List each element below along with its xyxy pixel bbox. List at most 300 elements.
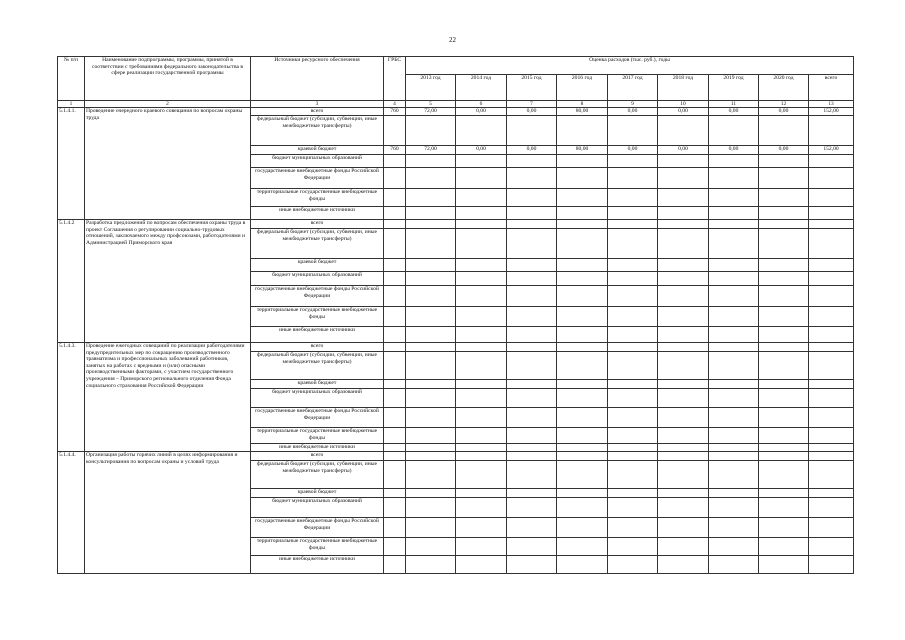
value-total-cell [809,389,854,408]
value-cell [507,489,557,498]
value-cell [406,444,456,452]
header-row [58,57,854,75]
value-cell [456,229,507,259]
column-number: 4 [384,101,406,108]
value-cell [658,380,709,389]
column-number: 9 [608,101,658,108]
value-cell [759,352,809,380]
value-total-cell [809,116,854,146]
value-cell [658,272,709,286]
value-cell [507,155,557,168]
value-cell [406,207,456,220]
value-cell [709,343,759,352]
value-cell: 80,00 [557,146,608,155]
value-cell [658,518,709,538]
activity-code: 5.1.4.2 [58,220,85,343]
value-cell [557,556,608,574]
grbs-cell [384,498,406,518]
value-cell [507,389,557,408]
column-number: 5 [406,101,456,108]
header-year: 2014 год [456,75,507,101]
value-cell [557,259,608,272]
source-federal: федеральный бюджет (субсидии, субвенции, иные межбюджетные трансферты) [251,352,384,380]
value-cell: 0,00 [507,108,557,116]
value-cell [759,538,809,556]
source-other: иные внебюджетные источники [251,444,384,452]
value-cell [507,352,557,380]
value-total-cell [809,380,854,389]
grbs-cell [384,518,406,538]
table-row [58,108,854,116]
value-cell [406,155,456,168]
value-cell [406,272,456,286]
activity-name: Проведение очередного краевого совещания по вопросам охраны труда [85,108,251,220]
value-cell: 80,00 [557,108,608,116]
source-other: иные внебюджетные источники [251,327,384,343]
grbs-cell [384,220,406,229]
activity-code: 5.1.4.1. [58,108,85,220]
value-total-cell [809,229,854,259]
value-cell [507,380,557,389]
value-cell [456,538,507,556]
value-cell [608,272,658,286]
value-cell [658,286,709,307]
value-cell [456,489,507,498]
value-cell [557,538,608,556]
value-cell [658,343,709,352]
value-cell [608,444,658,452]
value-cell [709,408,759,428]
value-cell [759,259,809,272]
value-cell [658,259,709,272]
grbs-cell [384,352,406,380]
value-cell [608,220,658,229]
value-cell [709,538,759,556]
column-number: 6 [456,101,507,108]
activity-code: 5.1.4.4. [58,452,85,574]
source-federal: федеральный бюджет (субсидии, субвенции, иные межбюджетные трансферты) [251,229,384,259]
header-grbs: ГРБС [384,57,406,101]
value-total-cell [809,327,854,343]
value-cell [507,452,557,461]
value-cell [608,556,658,574]
value-cell [406,307,456,327]
source-total: всего [251,452,384,461]
value-cell: 0,00 [759,108,809,116]
value-cell [456,168,507,189]
value-cell [557,286,608,307]
value-cell [608,343,658,352]
grbs-cell [384,556,406,574]
value-cell [557,428,608,444]
grbs-cell [384,327,406,343]
column-number: 1 [58,101,85,108]
value-cell [456,272,507,286]
value-total-cell [809,259,854,272]
header-year: 2013 год [406,75,456,101]
value-cell [406,220,456,229]
value-cell [658,168,709,189]
value-cell [557,272,608,286]
column-number: 3 [251,101,384,108]
value-cell [759,452,809,461]
value-total-cell [809,489,854,498]
value-cell [456,352,507,380]
value-total-cell [809,452,854,461]
grbs-cell [384,168,406,189]
value-cell [709,489,759,498]
grbs-cell [384,116,406,146]
value-cell [759,428,809,444]
grbs-cell [384,389,406,408]
source-territorial-funds: территориальные государственные внебюджетные фонды [251,307,384,327]
value-cell [759,272,809,286]
value-cell [658,189,709,207]
value-cell [557,229,608,259]
value-cell [507,207,557,220]
value-total-cell [809,556,854,574]
value-cell [406,489,456,498]
value-total-cell [809,155,854,168]
table-row [58,452,854,461]
value-cell [557,352,608,380]
grbs-cell [384,272,406,286]
column-number: 8 [557,101,608,108]
value-total-cell [809,518,854,538]
value-cell [507,116,557,146]
value-cell [507,556,557,574]
source-total: всего [251,220,384,229]
value-cell [658,538,709,556]
value-cell [759,207,809,220]
value-cell [759,327,809,343]
value-cell [608,168,658,189]
source-other: иные внебюджетные источники [251,207,384,220]
value-cell [709,327,759,343]
value-cell [759,408,809,428]
value-cell [557,452,608,461]
value-cell [557,461,608,489]
value-cell [557,380,608,389]
grbs-cell [384,444,406,452]
value-cell [456,556,507,574]
value-cell [658,220,709,229]
value-cell [608,189,658,207]
value-cell [406,168,456,189]
value-cell [507,538,557,556]
value-cell [608,116,658,146]
value-cell [608,461,658,489]
source-state-funds: государственные внебюджетные фонды Российской Федерации [251,408,384,428]
header-year: 2018 год [658,75,709,101]
column-number: 12 [759,101,809,108]
value-cell [709,189,759,207]
value-cell: 0,00 [456,146,507,155]
header-no: № п/п [58,57,85,101]
value-cell [456,389,507,408]
source-regional: краевой бюджет [251,489,384,498]
value-cell [507,259,557,272]
value-cell [406,343,456,352]
value-cell [456,307,507,327]
header-estimate: Оценка расходов (тыс. руб.), годы [406,57,854,75]
value-cell [557,168,608,189]
header-source: Источники ресурсного обеспечения [251,57,384,101]
grbs-cell [384,489,406,498]
value-cell [709,556,759,574]
value-cell [709,272,759,286]
column-number: 2 [85,101,251,108]
value-cell [608,498,658,518]
value-cell: 72,00 [406,146,456,155]
value-cell [759,229,809,259]
value-cell [557,489,608,498]
value-cell [557,444,608,452]
value-cell [608,489,658,498]
value-cell [406,556,456,574]
value-cell [608,380,658,389]
value-cell [406,352,456,380]
header-year: 2019 год [709,75,759,101]
source-territorial-funds: территориальные государственные внебюджетные фонды [251,538,384,556]
source-total: всего [251,108,384,116]
value-cell [709,116,759,146]
grbs-cell [384,452,406,461]
source-other: иные внебюджетные источники [251,556,384,574]
value-cell [709,518,759,538]
grbs-cell [384,229,406,259]
value-cell [507,220,557,229]
value-cell [507,168,557,189]
value-cell [608,307,658,327]
value-cell [658,461,709,489]
value-cell [608,428,658,444]
grbs-cell [384,155,406,168]
value-cell [557,408,608,428]
value-cell [709,444,759,452]
grbs-cell: 760 [384,146,406,155]
value-cell [759,343,809,352]
source-total: всего [251,343,384,352]
header-year: 2017 год [608,75,658,101]
activity-name: Разработка предложений по вопросам обеспечения охраны труда в проект Соглашения о регулировании социально-трудовых отношений, заключаемого между профсоюзами, работодателями и Администрацией Приморского края [85,220,251,343]
value-total-cell [809,307,854,327]
value-total-cell [809,461,854,489]
header-year: 2020 год [759,75,809,101]
value-cell [507,444,557,452]
source-state-funds: государственные внебюджетные фонды Российской Федерации [251,168,384,189]
value-cell: 0,00 [456,108,507,116]
value-cell [709,352,759,380]
value-cell [557,327,608,343]
activity-code: 5.1.4.3. [58,343,85,452]
value-total-cell [809,352,854,380]
value-cell [557,343,608,352]
value-cell [658,307,709,327]
value-cell [507,408,557,428]
value-cell [709,229,759,259]
value-cell [658,489,709,498]
activity-name: Проведение ежегодных совещаний по реализации работодателями предупредительных мер по сокращению производственного травматизма и профессиональных заболеваний работников, занятых на работах с вредными и (или) опасными производственными факторами, с участием государственного учреждения – Приморского регионального отделения Фонда социального страхования Российской Федерации [85,343,251,452]
grbs-cell [384,538,406,556]
value-cell [507,343,557,352]
value-cell [557,207,608,220]
grbs-cell [384,428,406,444]
table-body [58,108,854,574]
header-year: всего [809,75,854,101]
grbs-cell [384,307,406,327]
value-cell [658,229,709,259]
grbs-cell: 760 [384,108,406,116]
value-cell [456,327,507,343]
value-cell: 0,00 [507,146,557,155]
value-total-cell [809,498,854,518]
value-cell [658,498,709,518]
grbs-cell [384,207,406,220]
value-cell [608,286,658,307]
value-cell [557,389,608,408]
value-cell [456,286,507,307]
source-municipal: бюджет муниципальных образований [251,272,384,286]
value-cell [658,428,709,444]
value-cell [507,286,557,307]
value-cell [456,498,507,518]
value-cell [608,408,658,428]
table-row [58,220,854,229]
value-cell [608,538,658,556]
value-cell [406,498,456,518]
value-cell [456,444,507,452]
value-cell [709,155,759,168]
value-cell [709,452,759,461]
value-cell [658,452,709,461]
value-cell [608,452,658,461]
value-total-cell [809,444,854,452]
value-total-cell: 152,00 [809,108,854,116]
value-cell [456,408,507,428]
value-cell [608,327,658,343]
value-cell [557,116,608,146]
value-cell [507,428,557,444]
value-cell [557,307,608,327]
value-cell [507,189,557,207]
value-cell [456,461,507,489]
value-total-cell [809,428,854,444]
value-cell: 0,00 [759,146,809,155]
value-cell [456,343,507,352]
value-total-cell [809,538,854,556]
value-cell: 0,00 [658,108,709,116]
grbs-cell [384,259,406,272]
value-cell [709,461,759,489]
value-cell [608,259,658,272]
value-cell [658,444,709,452]
value-cell [709,428,759,444]
source-regional: краевой бюджет [251,380,384,389]
source-municipal: бюджет муниципальных образований [251,389,384,408]
value-cell [709,380,759,389]
value-cell [456,518,507,538]
source-federal: федеральный бюджет (субсидии, субвенции, иные межбюджетные трансферты) [251,116,384,146]
value-cell [557,498,608,518]
value-cell [406,538,456,556]
value-cell [406,116,456,146]
value-cell [709,220,759,229]
value-cell [507,307,557,327]
value-cell [759,307,809,327]
value-cell [406,428,456,444]
column-number: 11 [709,101,759,108]
source-regional: краевой бюджет [251,146,384,155]
value-cell [658,207,709,220]
value-total-cell [809,168,854,189]
source-municipal: бюджет муниципальных образований [251,498,384,518]
value-cell [507,461,557,489]
value-cell [456,207,507,220]
value-cell [759,189,809,207]
source-municipal: бюджет муниципальных образований [251,155,384,168]
table-row [58,343,854,352]
value-cell [658,389,709,408]
value-cell [406,518,456,538]
value-cell [406,189,456,207]
value-total-cell [809,189,854,207]
grbs-cell [384,408,406,428]
value-cell [456,452,507,461]
source-territorial-funds: территориальные государственные внебюджетные фонды [251,189,384,207]
value-total-cell [809,207,854,220]
value-cell [759,489,809,498]
value-cell [759,220,809,229]
value-cell [456,189,507,207]
value-cell [406,408,456,428]
value-cell [608,155,658,168]
value-total-cell: 152,00 [809,146,854,155]
value-cell [608,389,658,408]
grbs-cell [384,343,406,352]
value-cell [608,207,658,220]
value-cell [507,272,557,286]
value-cell [759,155,809,168]
value-cell [406,259,456,272]
value-cell [759,286,809,307]
value-cell [406,327,456,343]
value-cell [406,380,456,389]
source-territorial-funds: территориальные государственные внебюджетные фонды [251,428,384,444]
value-cell [608,518,658,538]
value-cell [557,220,608,229]
value-cell [658,408,709,428]
value-cell [759,168,809,189]
grbs-cell [384,286,406,307]
value-cell [557,518,608,538]
header-year: 2015 год [507,75,557,101]
value-total-cell [809,220,854,229]
value-cell: 0,00 [658,146,709,155]
column-number: 7 [507,101,557,108]
grbs-cell [384,189,406,207]
value-cell [406,461,456,489]
column-number: 13 [809,101,854,108]
value-cell: 0,00 [709,108,759,116]
value-cell [507,518,557,538]
value-cell [507,327,557,343]
grbs-cell [384,380,406,389]
value-cell [406,286,456,307]
value-cell [658,556,709,574]
value-total-cell [809,343,854,352]
value-total-cell [809,272,854,286]
